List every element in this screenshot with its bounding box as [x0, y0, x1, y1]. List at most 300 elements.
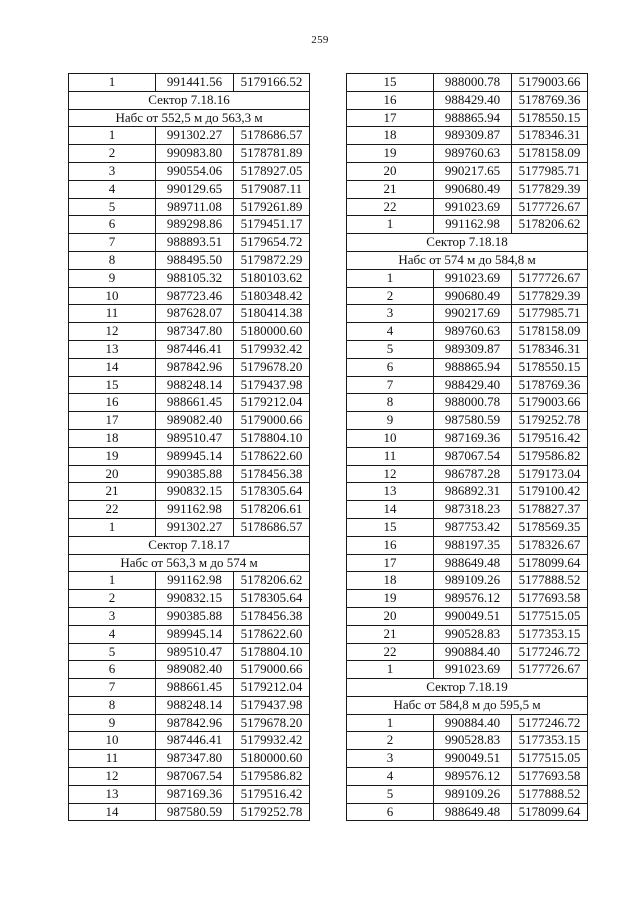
point-number-cell: 9: [347, 412, 434, 430]
table-row: [347, 536, 588, 554]
y-coordinate-cell: 5177693.58: [512, 590, 588, 608]
point-number-cell: 7: [69, 679, 156, 697]
y-coordinate-cell: 5178206.61: [234, 501, 310, 519]
point-number-cell: 5: [347, 340, 434, 358]
x-coordinate-cell: 988649.48: [434, 803, 512, 821]
section-header-row: [69, 536, 310, 554]
table-row: [347, 643, 588, 661]
point-number-cell: 22: [347, 198, 434, 216]
table-row: [69, 251, 310, 269]
y-coordinate-cell: 5179000.66: [234, 412, 310, 430]
section-header: Сектор 7.18.18: [347, 234, 588, 252]
table-row: [347, 768, 588, 786]
point-number-cell: 17: [347, 109, 434, 127]
table-row: [347, 74, 588, 92]
x-coordinate-cell: 988248.14: [156, 376, 234, 394]
x-coordinate-cell: 989309.87: [434, 127, 512, 145]
x-coordinate-cell: 988197.35: [434, 536, 512, 554]
x-coordinate-cell: 990680.49: [434, 287, 512, 305]
x-coordinate-cell: 991162.98: [156, 572, 234, 590]
point-number-cell: 6: [347, 803, 434, 821]
x-coordinate-cell: 991162.98: [156, 501, 234, 519]
table-row: [69, 127, 310, 145]
point-number-cell: 19: [347, 590, 434, 608]
x-coordinate-cell: 986787.28: [434, 465, 512, 483]
y-coordinate-cell: 5177829.39: [512, 287, 588, 305]
table-row: [69, 661, 310, 679]
y-coordinate-cell: 5179100.42: [512, 483, 588, 501]
y-coordinate-cell: 5179087.11: [234, 180, 310, 198]
x-coordinate-cell: 988649.48: [434, 554, 512, 572]
point-number-cell: 10: [69, 732, 156, 750]
y-coordinate-cell: 5179212.04: [234, 679, 310, 697]
x-coordinate-cell: 986892.31: [434, 483, 512, 501]
table-row: [69, 234, 310, 252]
x-coordinate-cell: 988865.94: [434, 109, 512, 127]
point-number-cell: 20: [347, 162, 434, 180]
point-number-cell: 21: [347, 180, 434, 198]
x-coordinate-cell: 988248.14: [156, 696, 234, 714]
table-row: [347, 714, 588, 732]
y-coordinate-cell: 5178804.10: [234, 429, 310, 447]
table-row: [69, 501, 310, 519]
y-coordinate-cell: 5177888.52: [512, 572, 588, 590]
y-coordinate-cell: 5179932.42: [234, 732, 310, 750]
point-number-cell: 18: [347, 127, 434, 145]
x-coordinate-cell: 990385.88: [156, 607, 234, 625]
point-number-cell: 14: [69, 803, 156, 821]
point-number-cell: 8: [69, 696, 156, 714]
x-coordinate-cell: 987318.23: [434, 501, 512, 519]
point-number-cell: 6: [69, 661, 156, 679]
table-row: [69, 216, 310, 234]
x-coordinate-cell: 987753.42: [434, 518, 512, 536]
point-number-cell: 9: [69, 269, 156, 287]
table-row: [69, 180, 310, 198]
point-number-cell: 22: [347, 643, 434, 661]
x-coordinate-cell: 987723.46: [156, 287, 234, 305]
y-coordinate-cell: 5178346.31: [512, 127, 588, 145]
y-coordinate-cell: 5177985.71: [512, 305, 588, 323]
x-coordinate-cell: 990385.88: [156, 465, 234, 483]
point-number-cell: 1: [347, 714, 434, 732]
table-row: [69, 162, 310, 180]
x-coordinate-cell: 990217.65: [434, 162, 512, 180]
table-row: [69, 803, 310, 821]
point-number-cell: 8: [69, 251, 156, 269]
section-header-row: [69, 554, 310, 572]
section-header-row: [347, 234, 588, 252]
point-number-cell: 3: [69, 607, 156, 625]
y-coordinate-cell: 5179437.98: [234, 376, 310, 394]
x-coordinate-cell: 988000.78: [434, 74, 512, 92]
y-coordinate-cell: 5178769.36: [512, 376, 588, 394]
point-number-cell: 5: [69, 198, 156, 216]
table-row: [347, 216, 588, 234]
point-number-cell: 2: [347, 287, 434, 305]
x-coordinate-cell: 990217.69: [434, 305, 512, 323]
point-number-cell: 21: [69, 483, 156, 501]
point-number-cell: 12: [347, 465, 434, 483]
table-row: [347, 340, 588, 358]
y-coordinate-cell: 5179586.82: [512, 447, 588, 465]
y-coordinate-cell: 5178569.35: [512, 518, 588, 536]
point-number-cell: 11: [347, 447, 434, 465]
x-coordinate-cell: 989298.86: [156, 216, 234, 234]
point-number-cell: 12: [69, 323, 156, 341]
table-row: [69, 679, 310, 697]
y-coordinate-cell: 5179252.78: [234, 803, 310, 821]
table-row: [347, 465, 588, 483]
table-row: [69, 590, 310, 608]
point-number-cell: 10: [69, 287, 156, 305]
y-coordinate-cell: 5178686.57: [234, 127, 310, 145]
table-row: [347, 750, 588, 768]
x-coordinate-cell: 988495.50: [156, 251, 234, 269]
point-number-cell: 10: [347, 429, 434, 447]
section-header: Набс от 574 м до 584,8 м: [347, 251, 588, 269]
section-header: Набс от 584,8 м до 595,5 м: [347, 696, 588, 714]
table-row: [347, 785, 588, 803]
table-row: [347, 803, 588, 821]
y-coordinate-cell: 5178927.05: [234, 162, 310, 180]
table-row: [69, 625, 310, 643]
section-header-row: [69, 109, 310, 127]
point-number-cell: 16: [347, 91, 434, 109]
y-coordinate-cell: 5177985.71: [512, 162, 588, 180]
x-coordinate-cell: 988429.40: [434, 376, 512, 394]
y-coordinate-cell: 5177246.72: [512, 643, 588, 661]
table-row: [69, 74, 310, 92]
point-number-cell: 7: [347, 376, 434, 394]
table-row: [347, 572, 588, 590]
y-coordinate-cell: 5179654.72: [234, 234, 310, 252]
point-number-cell: 1: [347, 661, 434, 679]
y-coordinate-cell: 5178346.31: [512, 340, 588, 358]
x-coordinate-cell: 988105.32: [156, 269, 234, 287]
point-number-cell: 1: [347, 216, 434, 234]
point-number-cell: 16: [69, 394, 156, 412]
table-row: [69, 696, 310, 714]
point-number-cell: 1: [69, 74, 156, 92]
x-coordinate-cell: 989945.14: [156, 625, 234, 643]
x-coordinate-cell: 987169.36: [434, 429, 512, 447]
table-row: [347, 590, 588, 608]
y-coordinate-cell: 5179678.20: [234, 358, 310, 376]
coordinates-table-right: [346, 73, 588, 821]
table-row: [347, 732, 588, 750]
table-row: [69, 429, 310, 447]
point-number-cell: 11: [69, 305, 156, 323]
table-row: [347, 412, 588, 430]
y-coordinate-cell: 5179166.52: [234, 74, 310, 92]
y-coordinate-cell: 5178550.15: [512, 109, 588, 127]
x-coordinate-cell: 988865.94: [434, 358, 512, 376]
point-number-cell: 3: [347, 750, 434, 768]
table-row: [347, 287, 588, 305]
y-coordinate-cell: 5179437.98: [234, 696, 310, 714]
x-coordinate-cell: 990049.51: [434, 607, 512, 625]
table-row: [347, 376, 588, 394]
page-number: 259: [311, 34, 329, 46]
table-row: [69, 287, 310, 305]
table-row: [69, 269, 310, 287]
y-coordinate-cell: 5178305.64: [234, 483, 310, 501]
x-coordinate-cell: 988661.45: [156, 679, 234, 697]
point-number-cell: 20: [69, 465, 156, 483]
y-coordinate-cell: 5178099.64: [512, 803, 588, 821]
table-row: [347, 661, 588, 679]
point-number-cell: 2: [347, 732, 434, 750]
x-coordinate-cell: 989760.63: [434, 145, 512, 163]
x-coordinate-cell: 990884.40: [434, 714, 512, 732]
section-header: Сектор 7.18.19: [347, 679, 588, 697]
point-number-cell: 6: [69, 216, 156, 234]
table-row: [69, 145, 310, 163]
y-coordinate-cell: 5179261.89: [234, 198, 310, 216]
x-coordinate-cell: 991023.69: [434, 198, 512, 216]
table-row: [69, 447, 310, 465]
y-coordinate-cell: 5178326.67: [512, 536, 588, 554]
point-number-cell: 14: [69, 358, 156, 376]
x-coordinate-cell: 990528.83: [434, 732, 512, 750]
section-header: Набс от 563,3 м до 574 м: [69, 554, 310, 572]
x-coordinate-cell: 987169.36: [156, 785, 234, 803]
y-coordinate-cell: 5178804.10: [234, 643, 310, 661]
y-coordinate-cell: 5179252.78: [512, 412, 588, 430]
table-row: [69, 394, 310, 412]
table-row: [69, 643, 310, 661]
point-number-cell: 13: [347, 483, 434, 501]
x-coordinate-cell: 989082.40: [156, 412, 234, 430]
y-coordinate-cell: 5177246.72: [512, 714, 588, 732]
y-coordinate-cell: 5178099.64: [512, 554, 588, 572]
y-coordinate-cell: 5177515.05: [512, 607, 588, 625]
point-number-cell: 14: [347, 501, 434, 519]
table-row: [69, 323, 310, 341]
y-coordinate-cell: 5179516.42: [512, 429, 588, 447]
point-number-cell: 2: [69, 590, 156, 608]
x-coordinate-cell: 991023.69: [434, 661, 512, 679]
table-row: [69, 465, 310, 483]
x-coordinate-cell: 989945.14: [156, 447, 234, 465]
table-row: [347, 198, 588, 216]
point-number-cell: 15: [347, 74, 434, 92]
x-coordinate-cell: 990884.40: [434, 643, 512, 661]
point-number-cell: 9: [69, 714, 156, 732]
x-coordinate-cell: 990528.83: [434, 625, 512, 643]
point-number-cell: 4: [347, 768, 434, 786]
table-row: [347, 269, 588, 287]
x-coordinate-cell: 991302.27: [156, 127, 234, 145]
point-number-cell: 20: [347, 607, 434, 625]
x-coordinate-cell: 988893.51: [156, 234, 234, 252]
x-coordinate-cell: 987067.54: [434, 447, 512, 465]
x-coordinate-cell: 990832.15: [156, 483, 234, 501]
point-number-cell: 5: [69, 643, 156, 661]
y-coordinate-cell: 5179000.66: [234, 661, 310, 679]
x-coordinate-cell: 987347.80: [156, 323, 234, 341]
table-row: [69, 305, 310, 323]
x-coordinate-cell: 989576.12: [434, 590, 512, 608]
x-coordinate-cell: 987067.54: [156, 768, 234, 786]
y-coordinate-cell: 5178456.38: [234, 607, 310, 625]
x-coordinate-cell: 987446.41: [156, 340, 234, 358]
y-coordinate-cell: 5177353.15: [512, 732, 588, 750]
y-coordinate-cell: 5178206.62: [512, 216, 588, 234]
y-coordinate-cell: 5178769.36: [512, 91, 588, 109]
section-header: Сектор 7.18.17: [69, 536, 310, 554]
x-coordinate-cell: 989510.47: [156, 643, 234, 661]
table-row: [347, 323, 588, 341]
point-number-cell: 11: [69, 750, 156, 768]
x-coordinate-cell: 988429.40: [434, 91, 512, 109]
table-row: [347, 429, 588, 447]
x-coordinate-cell: 989309.87: [434, 340, 512, 358]
point-number-cell: 15: [69, 376, 156, 394]
x-coordinate-cell: 990049.51: [434, 750, 512, 768]
table-row: [347, 554, 588, 572]
section-header: Набс от 552,5 м до 563,3 м: [69, 109, 310, 127]
y-coordinate-cell: 5179003.66: [512, 74, 588, 92]
x-coordinate-cell: 990680.49: [434, 180, 512, 198]
x-coordinate-cell: 989711.08: [156, 198, 234, 216]
y-coordinate-cell: 5179173.04: [512, 465, 588, 483]
y-coordinate-cell: 5178206.62: [234, 572, 310, 590]
table-row: [347, 625, 588, 643]
y-coordinate-cell: 5177888.52: [512, 785, 588, 803]
table-row: [69, 483, 310, 501]
table-row: [69, 518, 310, 536]
table-row: [69, 412, 310, 430]
x-coordinate-cell: 987580.59: [156, 803, 234, 821]
point-number-cell: 3: [69, 162, 156, 180]
table-row: [347, 394, 588, 412]
y-coordinate-cell: 5178622.60: [234, 625, 310, 643]
x-coordinate-cell: 989760.63: [434, 323, 512, 341]
point-number-cell: 18: [347, 572, 434, 590]
point-number-cell: 21: [347, 625, 434, 643]
y-coordinate-cell: 5179872.29: [234, 251, 310, 269]
point-number-cell: 19: [69, 447, 156, 465]
point-number-cell: 4: [69, 180, 156, 198]
table-row: [347, 447, 588, 465]
point-number-cell: 4: [69, 625, 156, 643]
x-coordinate-cell: 988661.45: [156, 394, 234, 412]
x-coordinate-cell: 991162.98: [434, 216, 512, 234]
y-coordinate-cell: 5178305.64: [234, 590, 310, 608]
x-coordinate-cell: 991441.56: [156, 74, 234, 92]
point-number-cell: 7: [69, 234, 156, 252]
x-coordinate-cell: 989576.12: [434, 768, 512, 786]
y-coordinate-cell: 5180103.62: [234, 269, 310, 287]
y-coordinate-cell: 5180348.42: [234, 287, 310, 305]
point-number-cell: 13: [69, 340, 156, 358]
table-row: [347, 305, 588, 323]
y-coordinate-cell: 5179003.66: [512, 394, 588, 412]
table-row: [347, 607, 588, 625]
x-coordinate-cell: 989510.47: [156, 429, 234, 447]
point-number-cell: 8: [347, 394, 434, 412]
x-coordinate-cell: 987580.59: [434, 412, 512, 430]
y-coordinate-cell: 5179212.04: [234, 394, 310, 412]
table-row: [69, 714, 310, 732]
y-coordinate-cell: 5177515.05: [512, 750, 588, 768]
section-header: Сектор 7.18.16: [69, 91, 310, 109]
table-row: [69, 340, 310, 358]
table-row: [347, 109, 588, 127]
y-coordinate-cell: 5179932.42: [234, 340, 310, 358]
table-row: [347, 518, 588, 536]
point-number-cell: 1: [69, 127, 156, 145]
table-row: [347, 127, 588, 145]
x-coordinate-cell: 990832.15: [156, 590, 234, 608]
table-row: [69, 750, 310, 768]
point-number-cell: 17: [69, 412, 156, 430]
y-coordinate-cell: 5178622.60: [234, 447, 310, 465]
x-coordinate-cell: 989082.40: [156, 661, 234, 679]
table-row: [347, 180, 588, 198]
y-coordinate-cell: 5179586.82: [234, 768, 310, 786]
table-row: [69, 768, 310, 786]
section-header-row: [347, 696, 588, 714]
point-number-cell: 16: [347, 536, 434, 554]
y-coordinate-cell: 5178686.57: [234, 518, 310, 536]
table-row: [69, 358, 310, 376]
x-coordinate-cell: 990554.06: [156, 162, 234, 180]
point-number-cell: 22: [69, 501, 156, 519]
y-coordinate-cell: 5180000.60: [234, 323, 310, 341]
point-number-cell: 12: [69, 768, 156, 786]
point-number-cell: 4: [347, 323, 434, 341]
y-coordinate-cell: 5178158.09: [512, 145, 588, 163]
y-coordinate-cell: 5180414.38: [234, 305, 310, 323]
point-number-cell: 1: [347, 269, 434, 287]
table-row: [347, 91, 588, 109]
x-coordinate-cell: 989109.26: [434, 785, 512, 803]
coordinates-table-left: [68, 73, 310, 821]
table-row: [347, 162, 588, 180]
section-header-row: [347, 251, 588, 269]
table-row: [69, 732, 310, 750]
y-coordinate-cell: 5179516.42: [234, 785, 310, 803]
y-coordinate-cell: 5177353.15: [512, 625, 588, 643]
table-row: [347, 501, 588, 519]
x-coordinate-cell: 988000.78: [434, 394, 512, 412]
section-header-row: [347, 679, 588, 697]
y-coordinate-cell: 5177726.67: [512, 269, 588, 287]
x-coordinate-cell: 990983.80: [156, 145, 234, 163]
y-coordinate-cell: 5179678.20: [234, 714, 310, 732]
table-row: [69, 198, 310, 216]
x-coordinate-cell: 987842.96: [156, 358, 234, 376]
y-coordinate-cell: 5180000.60: [234, 750, 310, 768]
y-coordinate-cell: 5178550.15: [512, 358, 588, 376]
x-coordinate-cell: 987347.80: [156, 750, 234, 768]
point-number-cell: 5: [347, 785, 434, 803]
y-coordinate-cell: 5177726.67: [512, 661, 588, 679]
y-coordinate-cell: 5177726.67: [512, 198, 588, 216]
point-number-cell: 6: [347, 358, 434, 376]
point-number-cell: 1: [69, 518, 156, 536]
x-coordinate-cell: 989109.26: [434, 572, 512, 590]
x-coordinate-cell: 987628.07: [156, 305, 234, 323]
y-coordinate-cell: 5178158.09: [512, 323, 588, 341]
x-coordinate-cell: 987446.41: [156, 732, 234, 750]
y-coordinate-cell: 5178827.37: [512, 501, 588, 519]
point-number-cell: 19: [347, 145, 434, 163]
x-coordinate-cell: 991023.69: [434, 269, 512, 287]
